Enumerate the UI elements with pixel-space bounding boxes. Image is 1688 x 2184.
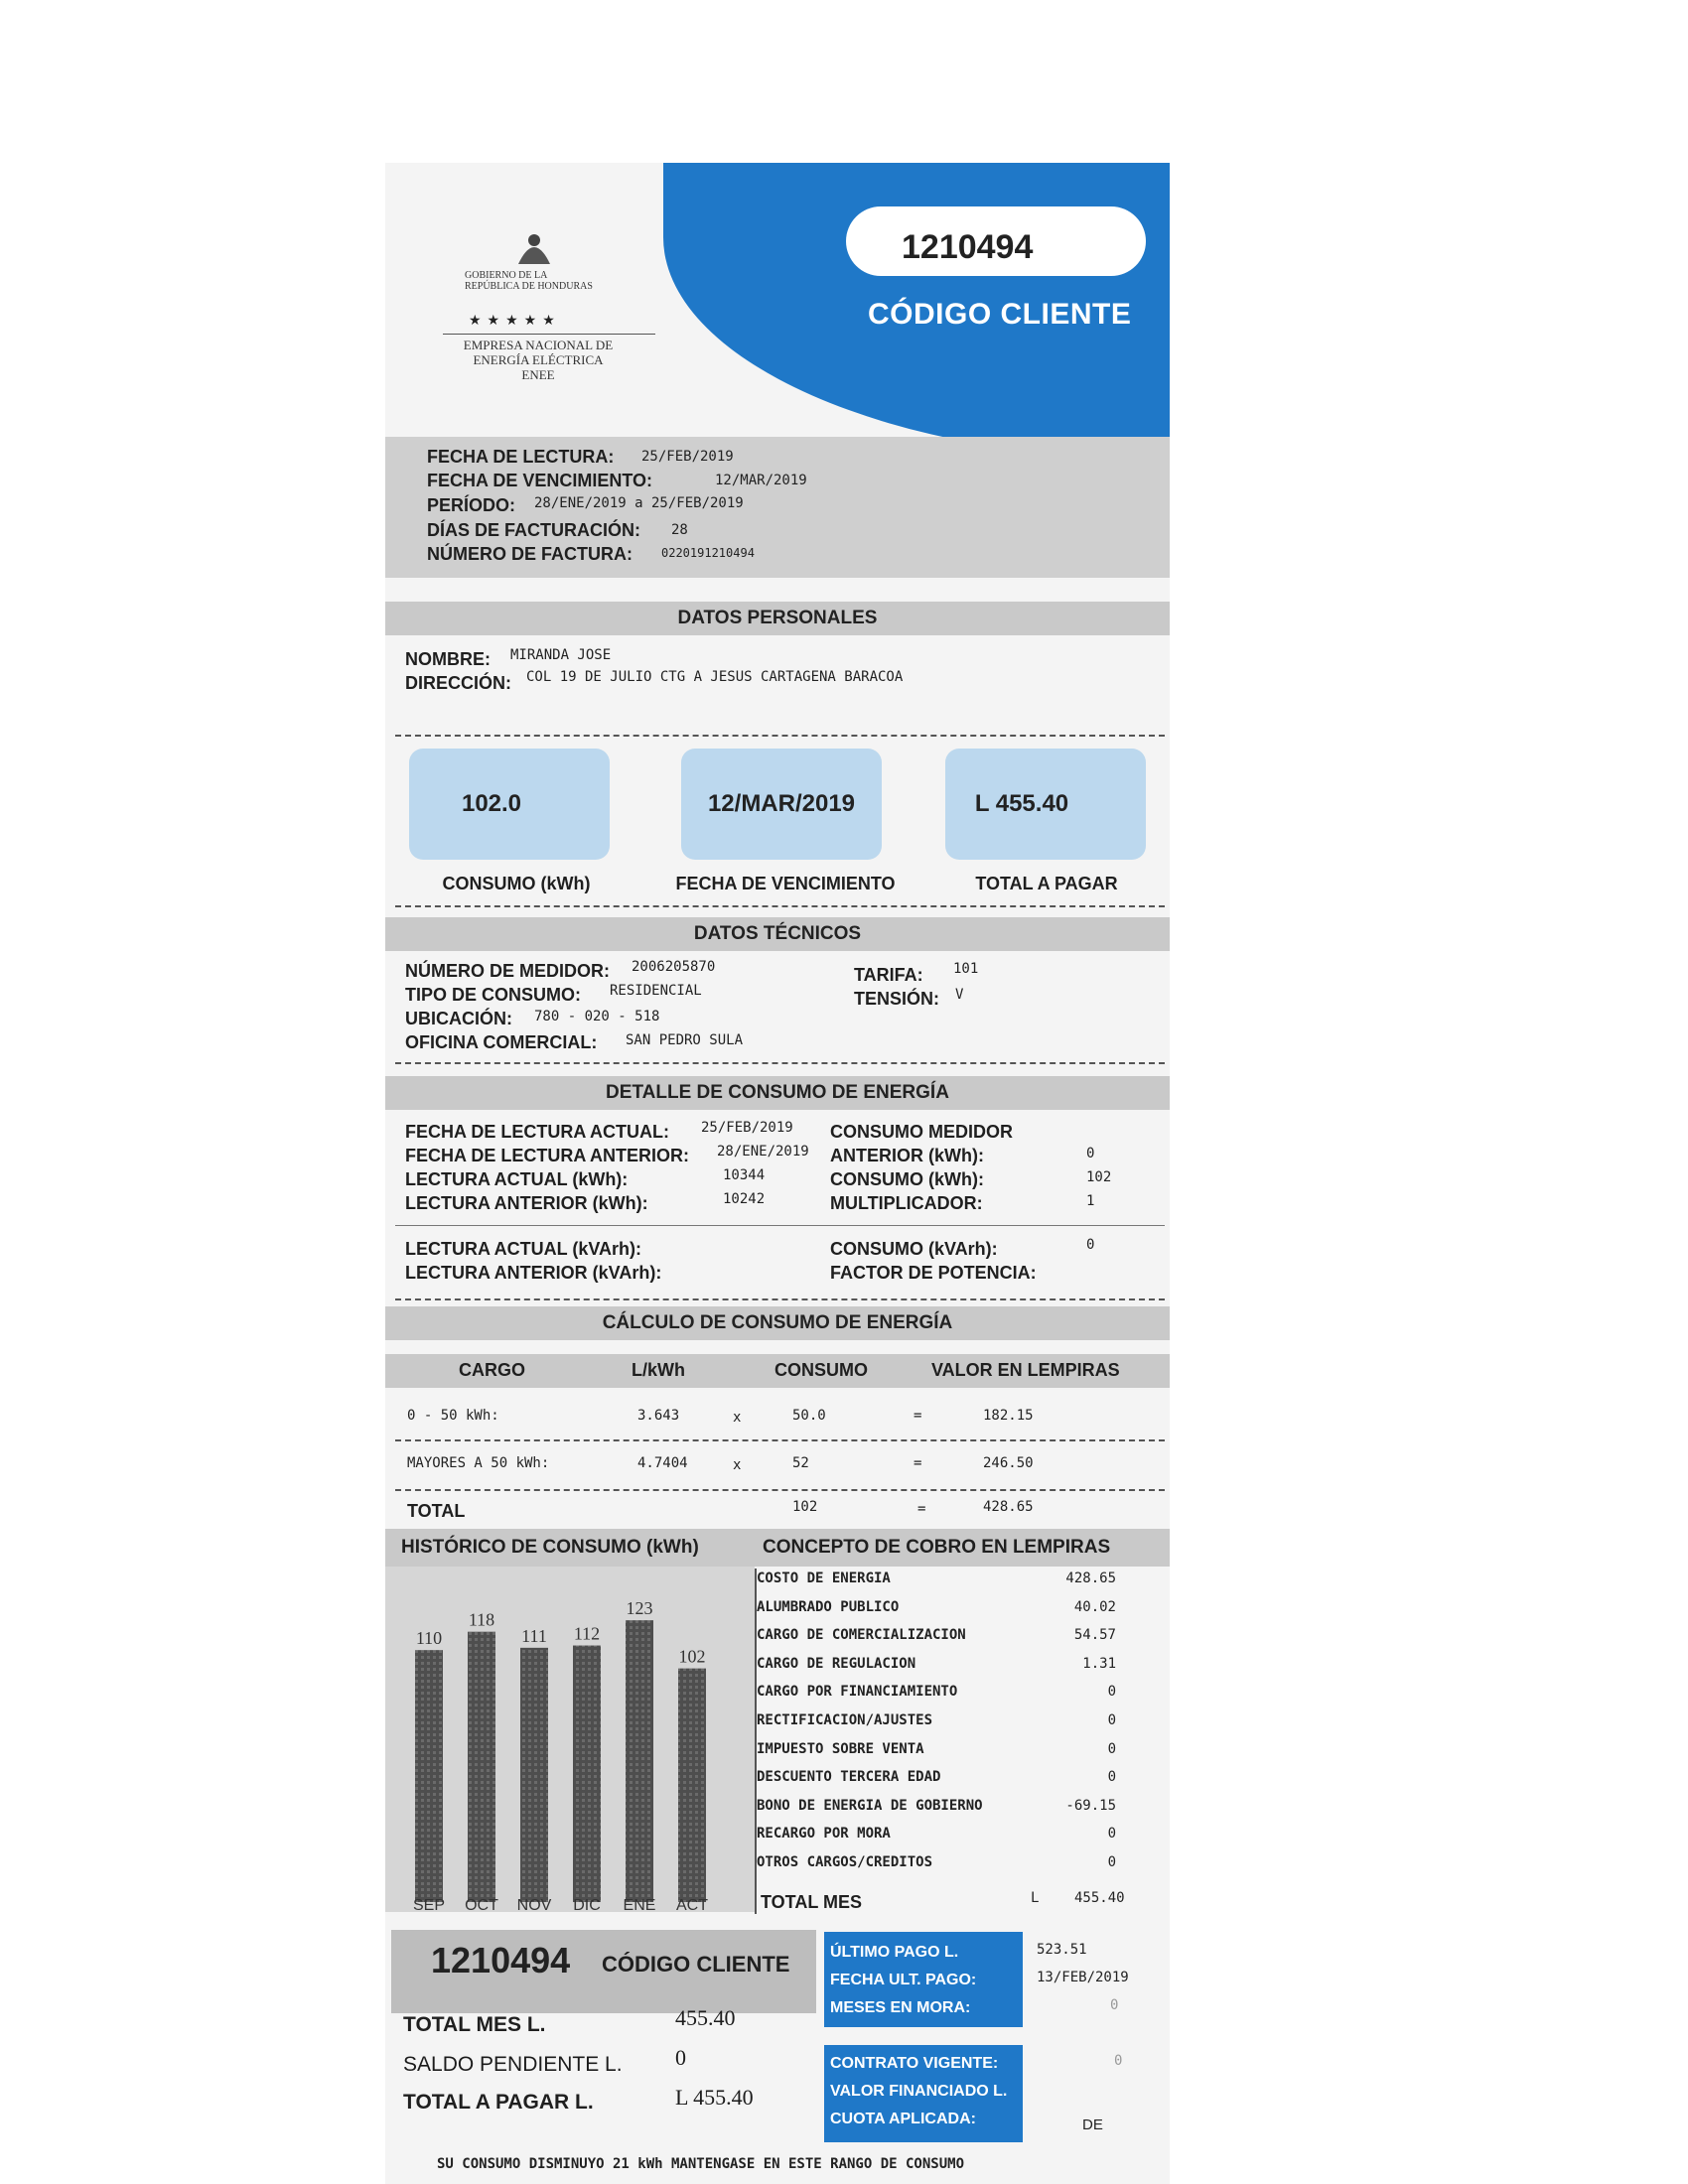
- dias-label: DÍAS DE FACTURACIÓN:: [427, 520, 640, 540]
- concepto-row-value: 0: [1107, 1826, 1116, 1843]
- row2-eq: =: [914, 1455, 922, 1471]
- chart-category-label: NOV: [516, 1897, 552, 1912]
- company-line-1: EMPRESA NACIONAL DE: [463, 338, 614, 352]
- divider: [395, 1062, 1165, 1064]
- chart-bar: [415, 1650, 443, 1902]
- direccion-value: COL 19 DE JULIO CTG A JESUS CARTAGENA BARACOA: [526, 669, 904, 685]
- row2-cargo: MAYORES A 50 kWh:: [407, 1455, 550, 1471]
- consumo-big-value: 102.0: [461, 790, 522, 817]
- footer-saldo-label: SALDO PENDIENTE L.: [403, 2053, 623, 2076]
- anterior-fecha-label: FECHA DE LECTURA ANTERIOR:: [405, 1146, 689, 1165]
- tarifa-value: 101: [953, 961, 979, 977]
- oficina-value: SAN PEDRO SULA: [626, 1032, 744, 1048]
- concepto-row-label: CARGO POR FINANCIAMIENTO: [757, 1684, 958, 1701]
- concepto-row-label: ALUMBRADO PUBLICO: [757, 1598, 900, 1615]
- client-code-label: CÓDIGO CLIENTE: [868, 298, 1132, 331]
- vencimiento-caption: FECHA DE VENCIMIENTO: [675, 874, 896, 893]
- row2-consumo: 52: [792, 1455, 809, 1471]
- total-calc-valor: 428.65: [983, 1499, 1034, 1515]
- anterior-fecha-value: 28/ENE/2019: [717, 1144, 809, 1160]
- chart-bar-label: 112: [573, 1623, 601, 1644]
- concepto-row-value: 0: [1107, 1854, 1116, 1870]
- consumo-kwh-value: 102: [1086, 1169, 1112, 1185]
- fecha-lectura-label: FECHA DE LECTURA:: [427, 447, 615, 467]
- consumo-kvarh-label: CONSUMO (kVArh):: [830, 1239, 998, 1259]
- ubicacion-label: UBICACIÓN:: [405, 1009, 512, 1028]
- concepto-row-value: 40.02: [1073, 1598, 1116, 1615]
- multiplicador-value: 1: [1086, 1193, 1095, 1209]
- header-cargo: CARGO: [459, 1360, 525, 1380]
- logo-divider: [443, 334, 655, 335]
- tipo-label: TIPO DE CONSUMO:: [405, 985, 582, 1005]
- lectura-anterior-label: LECTURA ANTERIOR (kWh):: [405, 1193, 648, 1213]
- divider: [395, 905, 1165, 907]
- chart-bar-label: 111: [521, 1625, 547, 1646]
- ultimo-pago-value: 523.51: [1037, 1942, 1087, 1958]
- footer-client-code-label: CÓDIGO CLIENTE: [602, 1952, 790, 1977]
- total-calc-label: TOTAL: [407, 1501, 466, 1521]
- tarifa-label: TARIFA:: [854, 965, 923, 985]
- de-label: DE: [1082, 2116, 1103, 2133]
- chart-bar: [678, 1669, 706, 1902]
- chart-bar-label: 118: [468, 1609, 495, 1630]
- nombre-value: MIRANDA JOSE: [510, 647, 612, 663]
- cuota-label: CUOTA APLICADA:: [830, 2111, 976, 2127]
- divider: [395, 1298, 1165, 1300]
- company-name: [429, 338, 647, 382]
- footer-saldo-value: 0: [675, 2045, 686, 2070]
- lectura-anterior-value: 10242: [723, 1191, 766, 1207]
- concepto-row-value: 428.65: [1065, 1570, 1116, 1586]
- direccion-label: DIRECCIÓN:: [405, 673, 511, 693]
- concepto-row-label: RECTIFICACION/AJUSTES: [757, 1712, 933, 1728]
- fecha-vencimiento-label: FECHA DE VENCIMIENTO:: [427, 471, 653, 490]
- nombre-label: NOMBRE:: [405, 649, 491, 669]
- medidor-value: 2006205870: [632, 959, 716, 975]
- stars-icon: ★★★★★: [469, 312, 561, 328]
- divider: [395, 735, 1165, 737]
- concepto-row-label: OTROS CARGOS/CREDITOS: [757, 1854, 933, 1870]
- honduras-emblem-icon: [512, 226, 556, 270]
- lectura-actual-value: 10344: [723, 1167, 766, 1183]
- fecha-lectura-value: 25/FEB/2019: [641, 449, 734, 465]
- factura-label: NÚMERO DE FACTURA:: [427, 544, 633, 564]
- row1-valor: 182.15: [983, 1408, 1034, 1424]
- footer-total-mes-label: TOTAL MES L.: [403, 2013, 546, 2036]
- meses-mora-label: MESES EN MORA:: [830, 1999, 971, 2016]
- total-big-value: L 455.40: [974, 790, 1069, 817]
- fecha-ult-label: FECHA ULT. PAGO:: [830, 1972, 977, 1988]
- concepto-row-value: 54.57: [1073, 1627, 1116, 1644]
- gov-text: [465, 270, 593, 292]
- row1-x: x: [733, 1410, 742, 1426]
- consumo-kvarh-value: 0: [1086, 1237, 1095, 1253]
- company-line-3: ENEE: [521, 367, 555, 382]
- chart-category-label: ENE: [623, 1897, 656, 1912]
- header-valor: VALOR EN LEMPIRAS: [931, 1360, 1120, 1380]
- concepto-row-label: RECARGO POR MORA: [757, 1826, 891, 1843]
- chart-bar: [468, 1632, 495, 1902]
- row2-valor: 246.50: [983, 1455, 1034, 1471]
- concepto-row-label: IMPUESTO SOBRE VENTA: [757, 1740, 924, 1757]
- history-chart: [385, 1567, 755, 1912]
- calculo-title: CÁLCULO DE CONSUMO DE ENERGÍA: [602, 1312, 953, 1333]
- oficina-label: OFICINA COMERCIAL:: [405, 1032, 598, 1052]
- chart-category-label: OCT: [465, 1897, 498, 1912]
- tension-label: TENSIÓN:: [854, 989, 940, 1009]
- tecnicos-title: DATOS TÉCNICOS: [693, 923, 862, 944]
- factor-label: FACTOR DE POTENCIA:: [830, 1263, 1037, 1283]
- footer-note: SU CONSUMO DISMINUYO 21 kWh MANTENGASE EN ESTE RANGO DE CONSUMO: [437, 2156, 965, 2172]
- vencimiento-big-value: 12/MAR/2019: [707, 790, 856, 817]
- concepto-row-value: 0: [1107, 1684, 1116, 1701]
- dias-value: 28: [671, 522, 688, 538]
- periodo-label: PERÍODO:: [427, 495, 516, 515]
- contrato-label: CONTRATO VIGENTE:: [830, 2055, 999, 2072]
- concepto-row-label: COSTO DE ENERGIA: [757, 1570, 891, 1586]
- ultimo-pago-label: ÚLTIMO PAGO L.: [830, 1944, 959, 1961]
- chart-category-label: SEP: [412, 1897, 446, 1912]
- personal-title: DATOS PERSONALES: [677, 608, 878, 628]
- periodo-value: 28/ENE/2019 a 25/FEB/2019: [534, 495, 744, 511]
- concepto-row-value: 0: [1107, 1740, 1116, 1757]
- actual-fecha-label: FECHA DE LECTURA ACTUAL:: [405, 1122, 669, 1142]
- kvarh-actual-label: LECTURA ACTUAL (kVArh):: [405, 1239, 641, 1259]
- total-mes-currency: L: [1031, 1890, 1040, 1906]
- historico-title: HISTÓRICO DE CONSUMO (kWh): [401, 1537, 699, 1558]
- footer-total-mes-value: 455.40: [675, 2005, 736, 2030]
- concepto-row-label: CARGO DE REGULACION: [757, 1655, 916, 1672]
- total-calc-consumo: 102: [792, 1499, 818, 1515]
- total-calc-eq: =: [917, 1501, 926, 1517]
- header-consumo: CONSUMO: [774, 1360, 868, 1380]
- divider: [395, 1439, 1165, 1441]
- footer-total-pagar-value: L 455.40: [675, 2085, 754, 2110]
- concepto-row-label: DESCUENTO TERCERA EDAD: [757, 1769, 941, 1786]
- chart-bar: [626, 1620, 653, 1902]
- medidor-anterior-label-2: ANTERIOR (kWh):: [830, 1146, 984, 1165]
- header-lkwh: L/kWh: [632, 1360, 685, 1380]
- contrato-value: 0: [1114, 2053, 1123, 2069]
- medidor-anterior-value: 0: [1086, 1146, 1095, 1161]
- chart-bar-label: 123: [626, 1598, 653, 1619]
- tension-value: V: [955, 987, 964, 1003]
- factura-value: 0220191210494: [661, 546, 755, 560]
- row1-consumo: 50.0: [792, 1408, 826, 1424]
- multiplicador-label: MULTIPLICADOR:: [830, 1193, 983, 1213]
- total-caption: TOTAL A PAGAR: [975, 874, 1118, 893]
- row1-tarifa: 3.643: [637, 1408, 680, 1424]
- actual-fecha-value: 25/FEB/2019: [701, 1120, 793, 1136]
- consumo-kwh-label: CONSUMO (kWh):: [830, 1169, 984, 1189]
- medidor-anterior-label-1: CONSUMO MEDIDOR: [830, 1122, 1013, 1142]
- concepto-row-value: 0: [1107, 1769, 1116, 1786]
- divider: [395, 1225, 1165, 1226]
- total-mes-label: TOTAL MES: [761, 1892, 863, 1912]
- detalle-title: DETALLE DE CONSUMO DE ENERGÍA: [606, 1082, 949, 1103]
- lectura-actual-label: LECTURA ACTUAL (kWh):: [405, 1169, 629, 1189]
- fecha-vencimiento-value: 12/MAR/2019: [715, 473, 807, 488]
- chart-category-label: DIC: [573, 1897, 601, 1912]
- chart-bar-label: 102: [678, 1646, 706, 1667]
- row1-eq: =: [914, 1408, 922, 1424]
- ubicacion-value: 780 - 020 - 518: [534, 1009, 660, 1024]
- chart-bar: [520, 1648, 548, 1902]
- concepto-title: CONCEPTO DE COBRO EN LEMPIRAS: [763, 1537, 1111, 1558]
- total-mes-value: 455.40: [1074, 1890, 1125, 1906]
- concepto-row-value: -69.15: [1065, 1797, 1116, 1814]
- footer-client-code: 1210494: [431, 1940, 571, 1980]
- kvarh-anterior-label: LECTURA ANTERIOR (kVArh):: [405, 1263, 662, 1283]
- client-code-value: 1210494: [902, 228, 1034, 266]
- row1-cargo: 0 - 50 kWh:: [407, 1408, 499, 1424]
- fecha-ult-value: 13/FEB/2019: [1037, 1970, 1129, 1985]
- financiado-label: VALOR FINANCIADO L.: [830, 2083, 1008, 2100]
- medidor-label: NÚMERO DE MEDIDOR:: [405, 961, 610, 981]
- concepto-row-label: BONO DE ENERGIA DE GOBIERNO: [757, 1797, 983, 1814]
- concepto-row-value: 0: [1107, 1712, 1116, 1728]
- gov-line-1: GOBIERNO DE LA: [465, 270, 548, 281]
- company-line-2: ENERGÍA ELÉCTRICA: [473, 352, 604, 367]
- meses-mora-value: 0: [1110, 1997, 1119, 2013]
- row2-tarifa: 4.7404: [637, 1455, 688, 1471]
- concepto-row-value: 1.31: [1082, 1655, 1116, 1672]
- chart-category-label: ACT: [676, 1897, 708, 1912]
- footer-total-pagar-label: TOTAL A PAGAR L.: [403, 2091, 594, 2114]
- divider: [395, 1489, 1165, 1491]
- row2-x: x: [733, 1457, 742, 1473]
- concepto-row-label: CARGO DE COMERCIALIZACION: [757, 1627, 966, 1644]
- chart-bar-label: 110: [415, 1628, 443, 1649]
- consumo-caption: CONSUMO (kWh): [442, 874, 591, 893]
- tipo-value: RESIDENCIAL: [610, 983, 702, 999]
- chart-bar: [573, 1646, 601, 1902]
- gov-line-2: REPÚBLICA DE HONDURAS: [465, 281, 593, 292]
